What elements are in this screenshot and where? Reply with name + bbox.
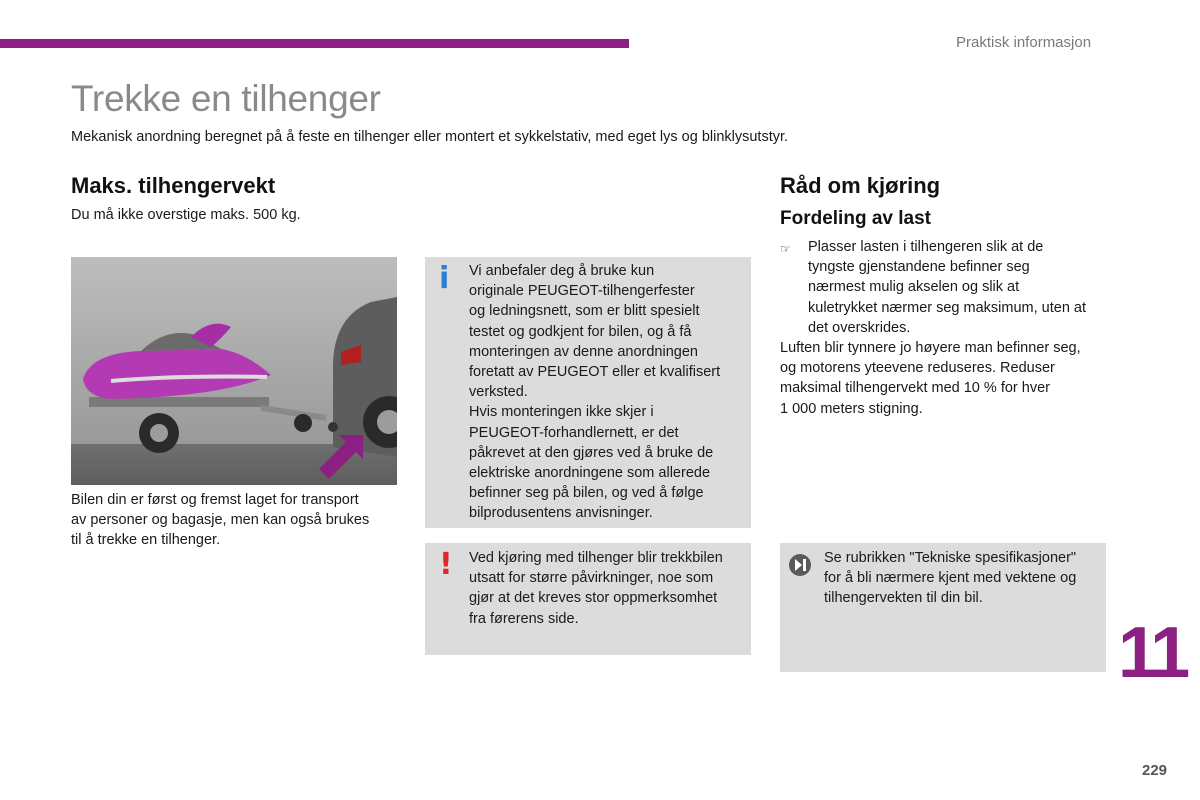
max-weight-note: Du må ikke overstige maks. 500 kg. — [71, 207, 301, 223]
caption-text: Bilen din er først og fremst laget for transport av personer og bagasje, men kan også brukes til å trekke en tilhenger. — [71, 492, 370, 549]
info-icon: i — [439, 261, 450, 296]
warning-icon: ! — [439, 547, 453, 582]
warning-box-text: Ved kjøring med tilhenger blir trekkbilen utsatt for større påvirkninger, noe som gjør at det kreves stor oppmerksomhet fra førerens side. — [469, 550, 723, 627]
altitude-paragraph: Luften blir tynnere jo høyere man befinner seg, og motorens yteevene reduseres. Reduser maksimal tilhengervekt med 10 % for hver 1 000 meters stigning. — [780, 340, 1081, 417]
skip-forward-icon — [788, 553, 812, 582]
driving-advice-heading: Råd om kjøring — [780, 173, 941, 198]
reference-box — [780, 543, 1106, 672]
load-bullet: ☞ Plasser lasten i tilhengeren slik at de tyngste gjenstandene befinner seg nærmest mulig akselen og slik at kuletrykket nærmer seg maksimum, uten at det overskrides. — [780, 237, 1110, 338]
section-label: Praktisk informasjon — [956, 34, 1092, 51]
load-distribution-heading: Fordeling av last — [780, 208, 931, 229]
info-box — [425, 257, 751, 528]
page-number: 229 — [1142, 762, 1168, 779]
chapter-number: 11 — [1118, 613, 1187, 693]
warning-box — [425, 543, 751, 655]
intro-text: Mekanisk anordning beregnet på å feste en tilhenger eller montert et sykkelstativ, med eget lys og blinklysutstyr. — [71, 129, 789, 145]
info-box-text: Vi anbefaler deg å bruke kun originale PEUGEOT-tilhengerfester og ledningsnett, som er blitt spesielt testet og godkjent for bilen, og å få monteringen av denne anordningen foretatt av PEUGEOT eller et kvalifisert verksted. Hvis monteringen ikke skjer i PEUGEOT-forhandlernett, er det påkrevet at den gjøres ved å bruke de elektriske anordningene som allerede befinner seg på bilen, og ved å følge bilprodusentens anvisninger. — [469, 263, 721, 522]
max-weight-heading: Maks. tilhengervekt — [71, 173, 276, 198]
page-title: Trekke en tilhenger — [71, 78, 381, 119]
pointing-hand-icon: ☞ — [780, 242, 791, 256]
reference-box-text: Se rubrikken "Tekniske spesifikasjoner" for å bli nærmere kjent med vektene og tilhengervekten til din bil. — [824, 550, 1077, 607]
header-accent-bar — [0, 39, 629, 48]
trailer-illustration — [71, 257, 397, 485]
